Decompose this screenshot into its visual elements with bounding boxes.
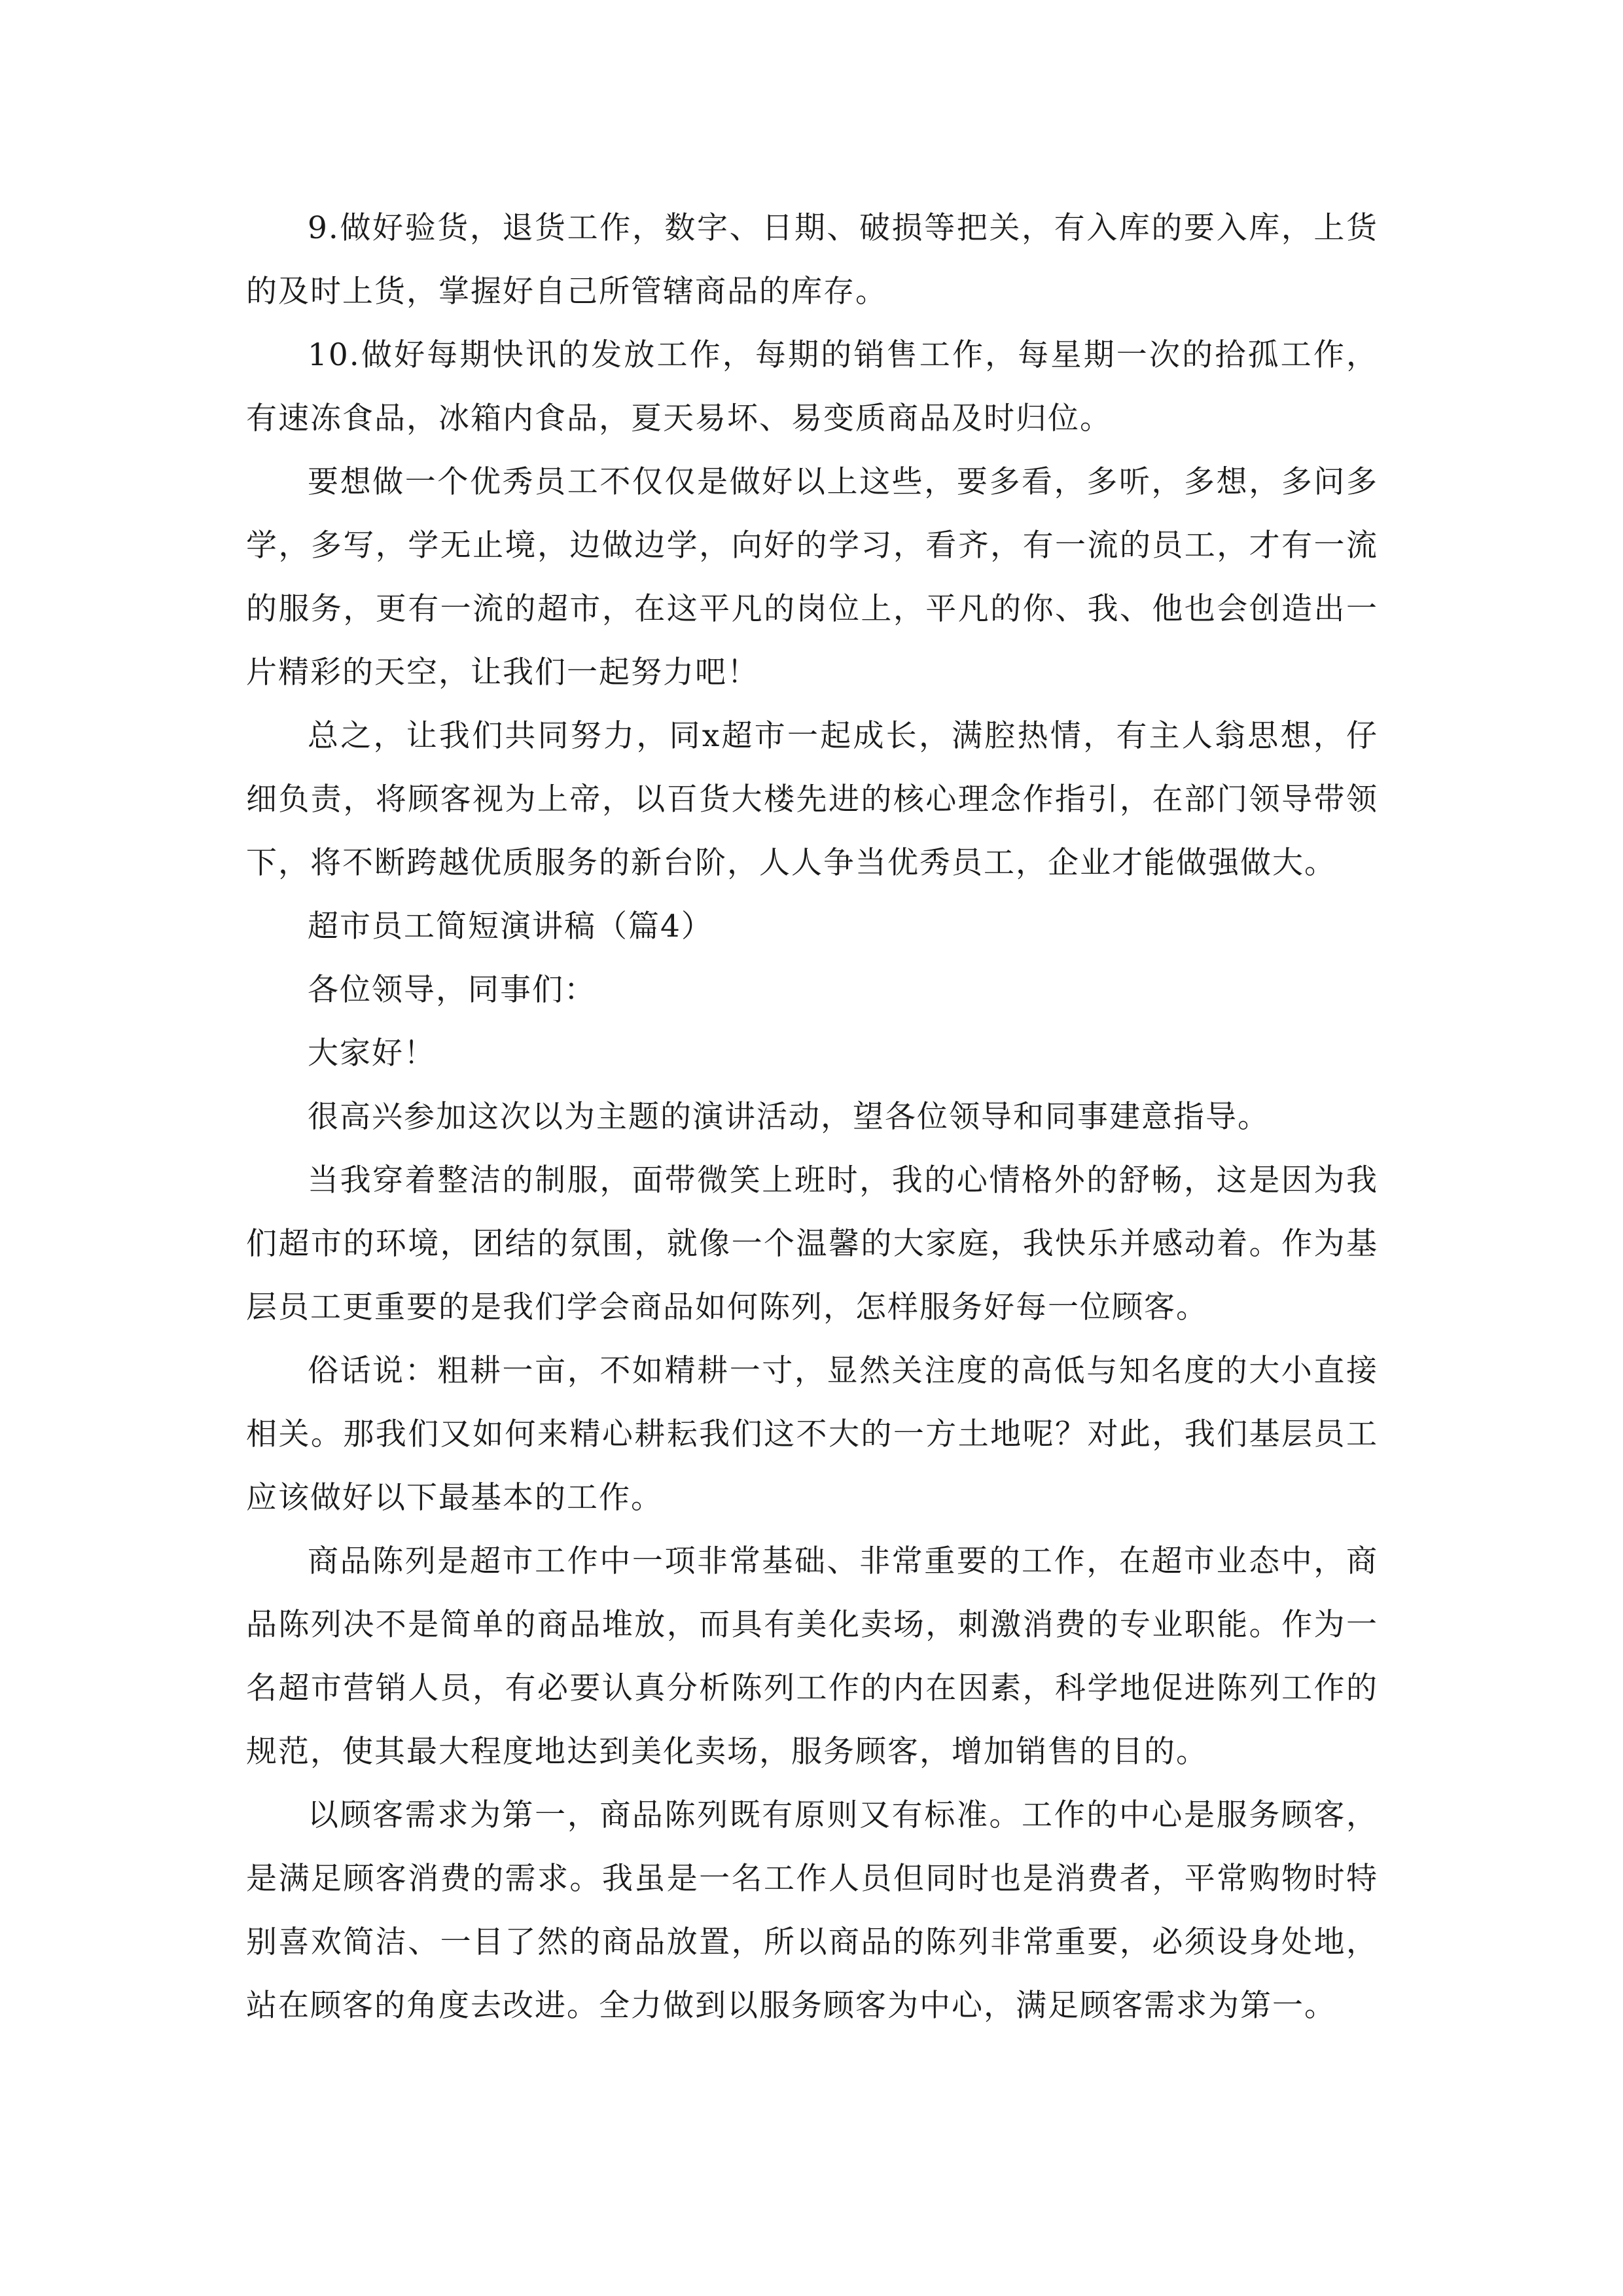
paragraph-excellent-employee: 要想做一个优秀员工不仅仅是做好以上这些，要多看，多听，多想，多问多学，多写，学无止境，边做边学，向好的学习，看齐，有一流的员工，才有一流的服务，更有一流的超市，在这平凡的岗位上，平凡的你、我、他也会创造出一片精彩的天空，让我们一起努力吧！ [246,464,1378,691]
paragraph-conclusion: 总之，让我们共同努力，同x超市一起成长，满腔热情，有主人翁思想，仔细负责，将顾客视为上帝，以百货大楼先进的核心理念作指引，在部门领导带领下，将不断跨越优质服务的新台阶，人人争当优秀员工，企业才能做强做大。 [246,718,1378,881]
paragraph-item-10: 10.做好每期快讯的发放工作，每期的销售工作，每星期一次的拾孤工作，有速冻食品，冰箱内食品，夏天易坏、易变质商品及时归位。 [246,337,1378,437]
paragraph-display: 商品陈列是超市工作中一项非常基础、非常重要的工作，在超市业态中，商品陈列决不是简单的商品堆放，而具有美化卖场，刺激消费的专业职能。作为一名超市营销人员，有必要认真分析陈列工作的内在因素，科学地促进陈列工作的规范，使其最大程度地达到美化卖场，服务顾客，增加销售的目的。 [246,1543,1378,1770]
paragraph-intro: 很高兴参加这次以为主题的演讲活动，望各位领导和同事建意指导。 [308,1099,1270,1135]
salutation: 各位领导，同事们： [308,972,596,1008]
paragraph-customer-first: 以顾客需求为第一，商品陈列既有原则又有标准。工作的中心是服务顾客，是满足顾客消费的需求。我虽是一名工作人员但同时也是消费者，平常购物时特别喜欢简洁、一目了然的商品放置，所以商品的陈列非常重要，必须设身处地，站在顾客的角度去改进。全力做到以服务顾客为中心，满足顾客需求为第一。 [246,1797,1378,2024]
section-heading: 超市员工简短演讲稿（篇4） [308,908,713,944]
paragraph-item-9: 9.做好验货，退货工作，数字、日期、破损等把关，有入库的要入库，上货的及时上货，掌握好自己所管辖商品的库存。 [246,210,1378,310]
paragraph-uniform: 当我穿着整洁的制服，面带微笑上班时，我的心情格外的舒畅，这是因为我们超市的环境，团结的氛围，就像一个温馨的大家庭，我快乐并感动着。作为基层员工更重要的是我们学会商品如何陈列，怎样服务好每一位顾客。 [246,1162,1378,1325]
greeting: 大家好！ [308,1035,436,1071]
paragraph-proverb: 俗话说：粗耕一亩，不如精耕一寸，显然关注度的高低与知名度的大小直接相关。那我们又如何来精心耕耘我们这不大的一方土地呢？对此，我们基层员工应该做好以下最基本的工作。 [246,1353,1378,1516]
document-body [246,196,1378,2037]
